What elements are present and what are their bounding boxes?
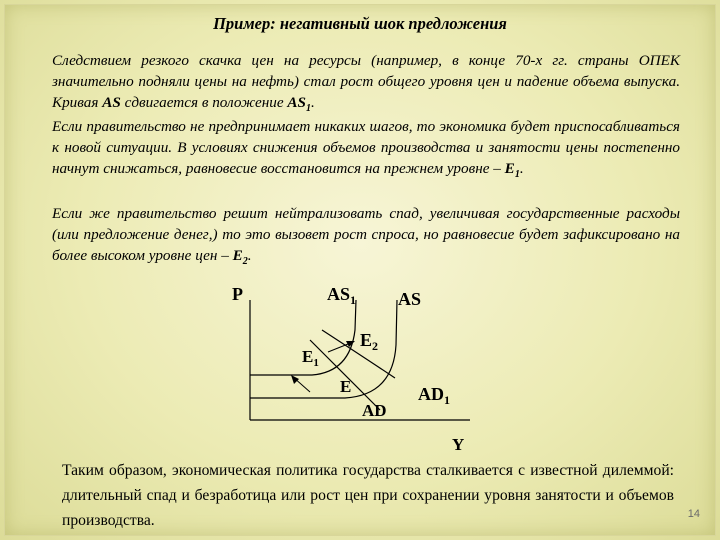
as1-label-main: AS <box>327 284 351 304</box>
page-number: 14 <box>687 508 700 520</box>
paragraph-2-bold-main: E <box>504 160 515 177</box>
slide-title: Пример: негативный шок предложения <box>213 14 507 33</box>
as1-label-sub: 1 <box>350 293 357 307</box>
e1-label-sub: 1 <box>313 357 319 369</box>
paragraph-3-end: . <box>247 247 252 264</box>
e-label: E <box>340 377 352 396</box>
conclusion-text: Таким образом, экономическая политика государства сталкивается с известной дилеммой: длительный спад и безработица или рост цен при сохранении уровня занятости и объемов производства. <box>62 462 674 529</box>
paragraph-2-text: Если правительство не предпринимает никаких шагов, то экономика будет приспосабливаться к новой ситуации. В условиях снижения объемов производства и занятости цены постепенно начнут снижаться, равновесие восстановится на прежнем уровне – <box>52 118 680 177</box>
e2-label-sub: 2 <box>372 339 379 353</box>
y-axis-label: P <box>232 284 243 304</box>
ad1-curve <box>322 330 395 378</box>
e2-label-main: E <box>360 330 373 350</box>
paragraph-3-bold-sub: 2 <box>242 256 248 268</box>
paragraph-1-end: . <box>310 94 315 111</box>
paragraph-2-end: . <box>519 160 524 177</box>
ad1-label <box>418 384 450 407</box>
as1-label <box>327 284 356 307</box>
ad-label: AD <box>362 401 387 420</box>
paragraph-2-bold-sub: 1 <box>514 169 520 181</box>
as-label: AS <box>398 289 422 309</box>
paragraph-1-bold2-main: AS <box>287 94 306 111</box>
paragraph-1-bold2-sub: 1 <box>305 103 311 115</box>
paragraph-1-text: Следствием резкого скачка цен на ресурсы (например, в конце 70-х гг. страны ОПЕК значительно подняли цены на нефть) стал рост общего уровня цен и падение объема выпуска. Кривая <box>52 52 680 111</box>
paragraph-3-text: Если же правительство решит нейтрализовать спад, увеличивая государственные расходы (или предложение денег,) то это вызовет рост спроса, но равновесие будет зафиксировано на более высоком уровне цен – <box>52 205 680 264</box>
e1-label <box>302 347 319 369</box>
arrow-to-e1-head <box>291 375 299 384</box>
e2-label <box>360 330 378 353</box>
paragraph-1-text2: сдвигается в положение <box>120 94 288 111</box>
ad1-label-main: AD <box>418 384 444 404</box>
paragraph-1-bold: AS <box>102 94 121 111</box>
e1-label-main: E <box>302 347 314 366</box>
ad1-label-sub: 1 <box>444 393 450 407</box>
paragraph-3-bold-main: E <box>232 247 243 264</box>
x-axis-label: Y <box>452 435 465 454</box>
ad-curve <box>310 340 380 410</box>
